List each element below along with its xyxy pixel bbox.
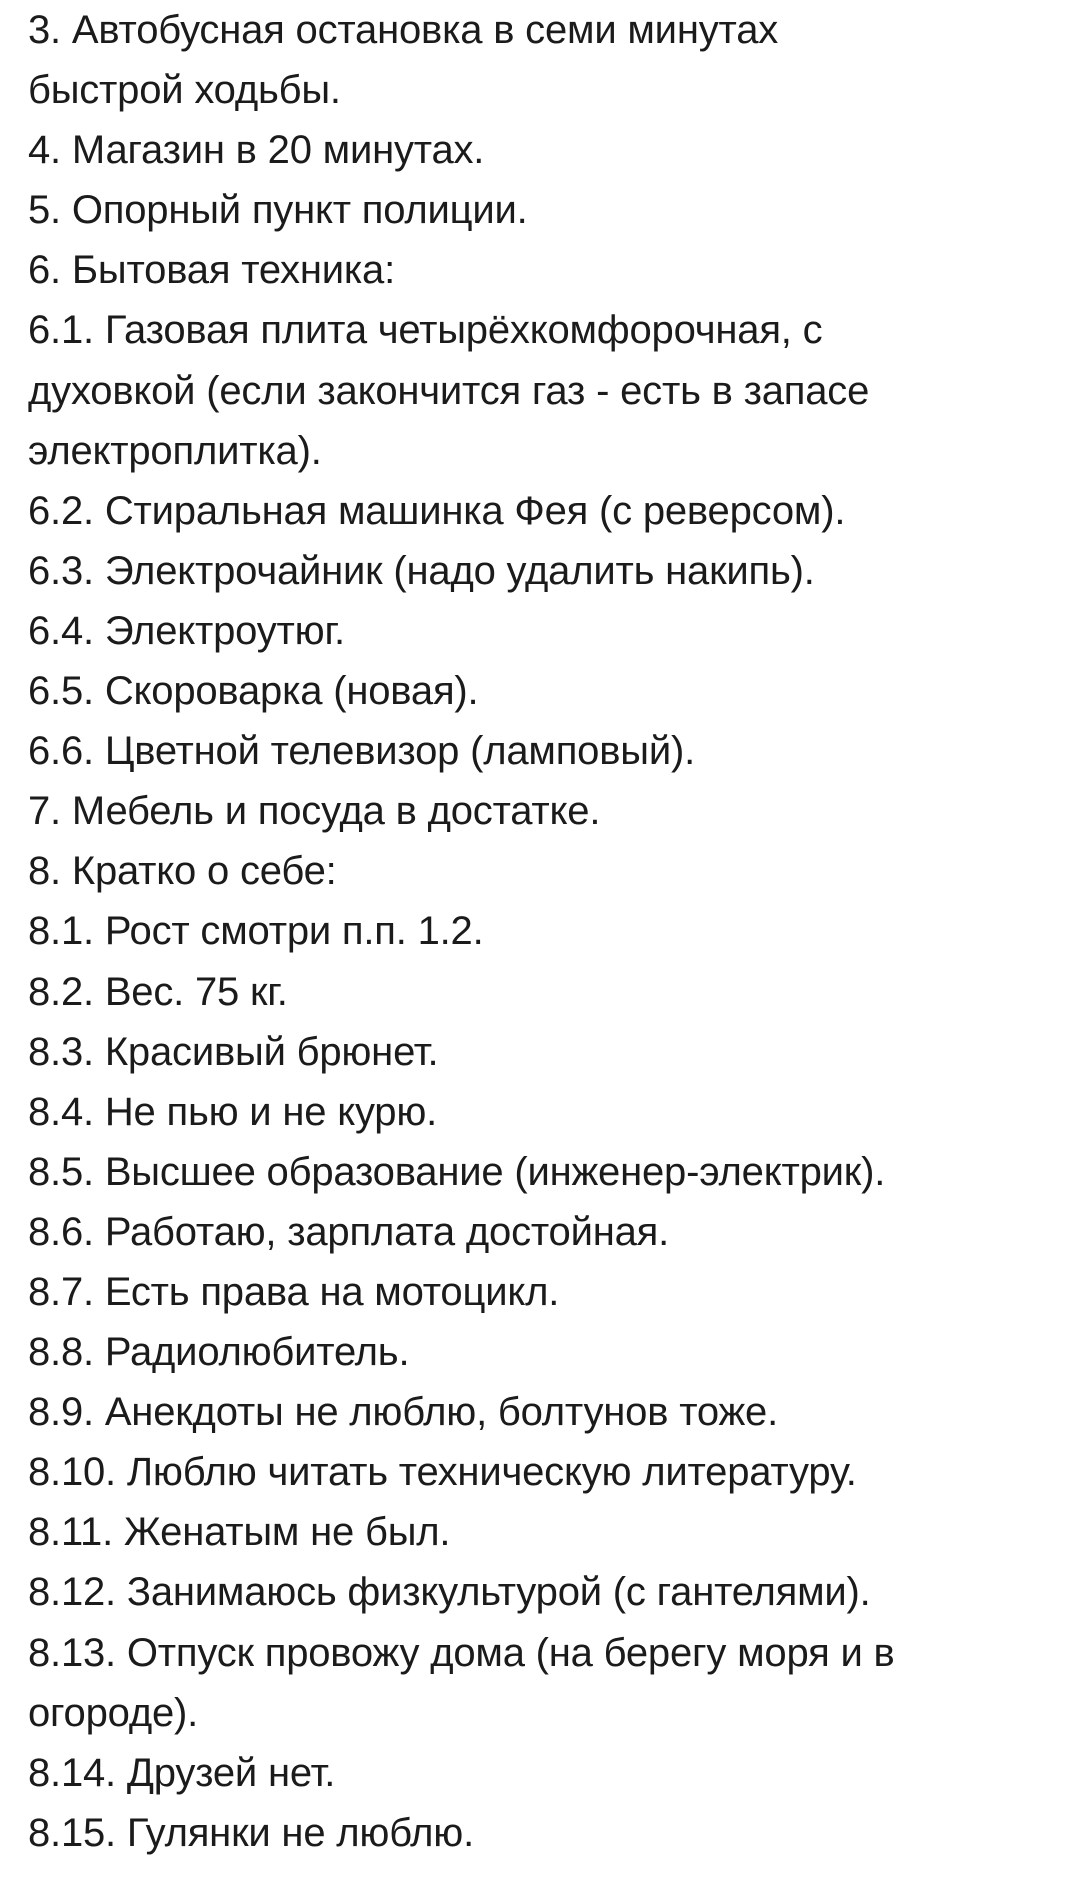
text-line: 8.7. Есть права на мотоцикл. <box>28 1269 560 1314</box>
text-line: 6.4. Электроутюг. <box>28 608 345 653</box>
text-line: 8.11. Женатым не был. <box>28 1510 451 1555</box>
text-line: 8.4. Не пью и не курю. <box>28 1089 438 1134</box>
text-line: духовкой (если закончится газ - есть в запасе <box>28 368 870 413</box>
text-line: 8.9. Анекдоты не люблю, болтунов тоже. <box>28 1390 778 1435</box>
text-line: 8.5. Высшее образование (инженер-электрик). <box>28 1149 886 1194</box>
text-line: 8.13. Отпуск провожу дома (на берегу моря и в <box>28 1630 895 1675</box>
text-line: 6.6. Цветной телевизор (ламповый). <box>28 729 696 774</box>
text-line: 8.6. Работаю, зарплата достойная. <box>28 1209 670 1254</box>
text-line: электроплитка). <box>28 428 322 473</box>
text-line: огороде). <box>28 1690 199 1735</box>
text-line: 6.3. Электрочайник (надо удалить накипь). <box>28 548 815 593</box>
text-line: 6. Бытовая техника: <box>28 248 396 293</box>
text-line: 8.15. Гулянки не люблю. <box>28 1810 474 1855</box>
document-text <box>28 0 1068 1863</box>
text-line: 6.1. Газовая плита четырёхкомфорочная, с <box>28 308 823 353</box>
text-line: 8.12. Занимаюсь физкультурой (с гантелями). <box>28 1570 871 1615</box>
text-line: 8.1. Рост смотри п.п. 1.2. <box>28 909 484 954</box>
text-line: 4. Магазин в 20 минутах. <box>28 128 485 173</box>
text-line: 8. Кратко о себе: <box>28 849 337 894</box>
text-line: быстрой ходьбы. <box>28 68 341 113</box>
text-line: 8.10. Люблю читать техническую литературу. <box>28 1450 857 1495</box>
text-line: 5. Опорный пункт полиции. <box>28 188 528 233</box>
text-line: 7. Мебель и посуда в достатке. <box>28 789 601 834</box>
text-line: 8.3. Красивый брюнет. <box>28 1029 439 1074</box>
text-line: 6.2. Стиральная машинка Фея (с реверсом). <box>28 488 846 533</box>
text-line: 8.2. Вес. 75 кг. <box>28 969 288 1014</box>
text-line: 8.8. Радиолюбитель. <box>28 1330 410 1375</box>
text-line: 3. Автобусная остановка в семи минутах <box>28 8 779 52</box>
text-line: 8.14. Друзей нет. <box>28 1750 336 1795</box>
text-line: 6.5. Скороварка (новая). <box>28 669 479 714</box>
